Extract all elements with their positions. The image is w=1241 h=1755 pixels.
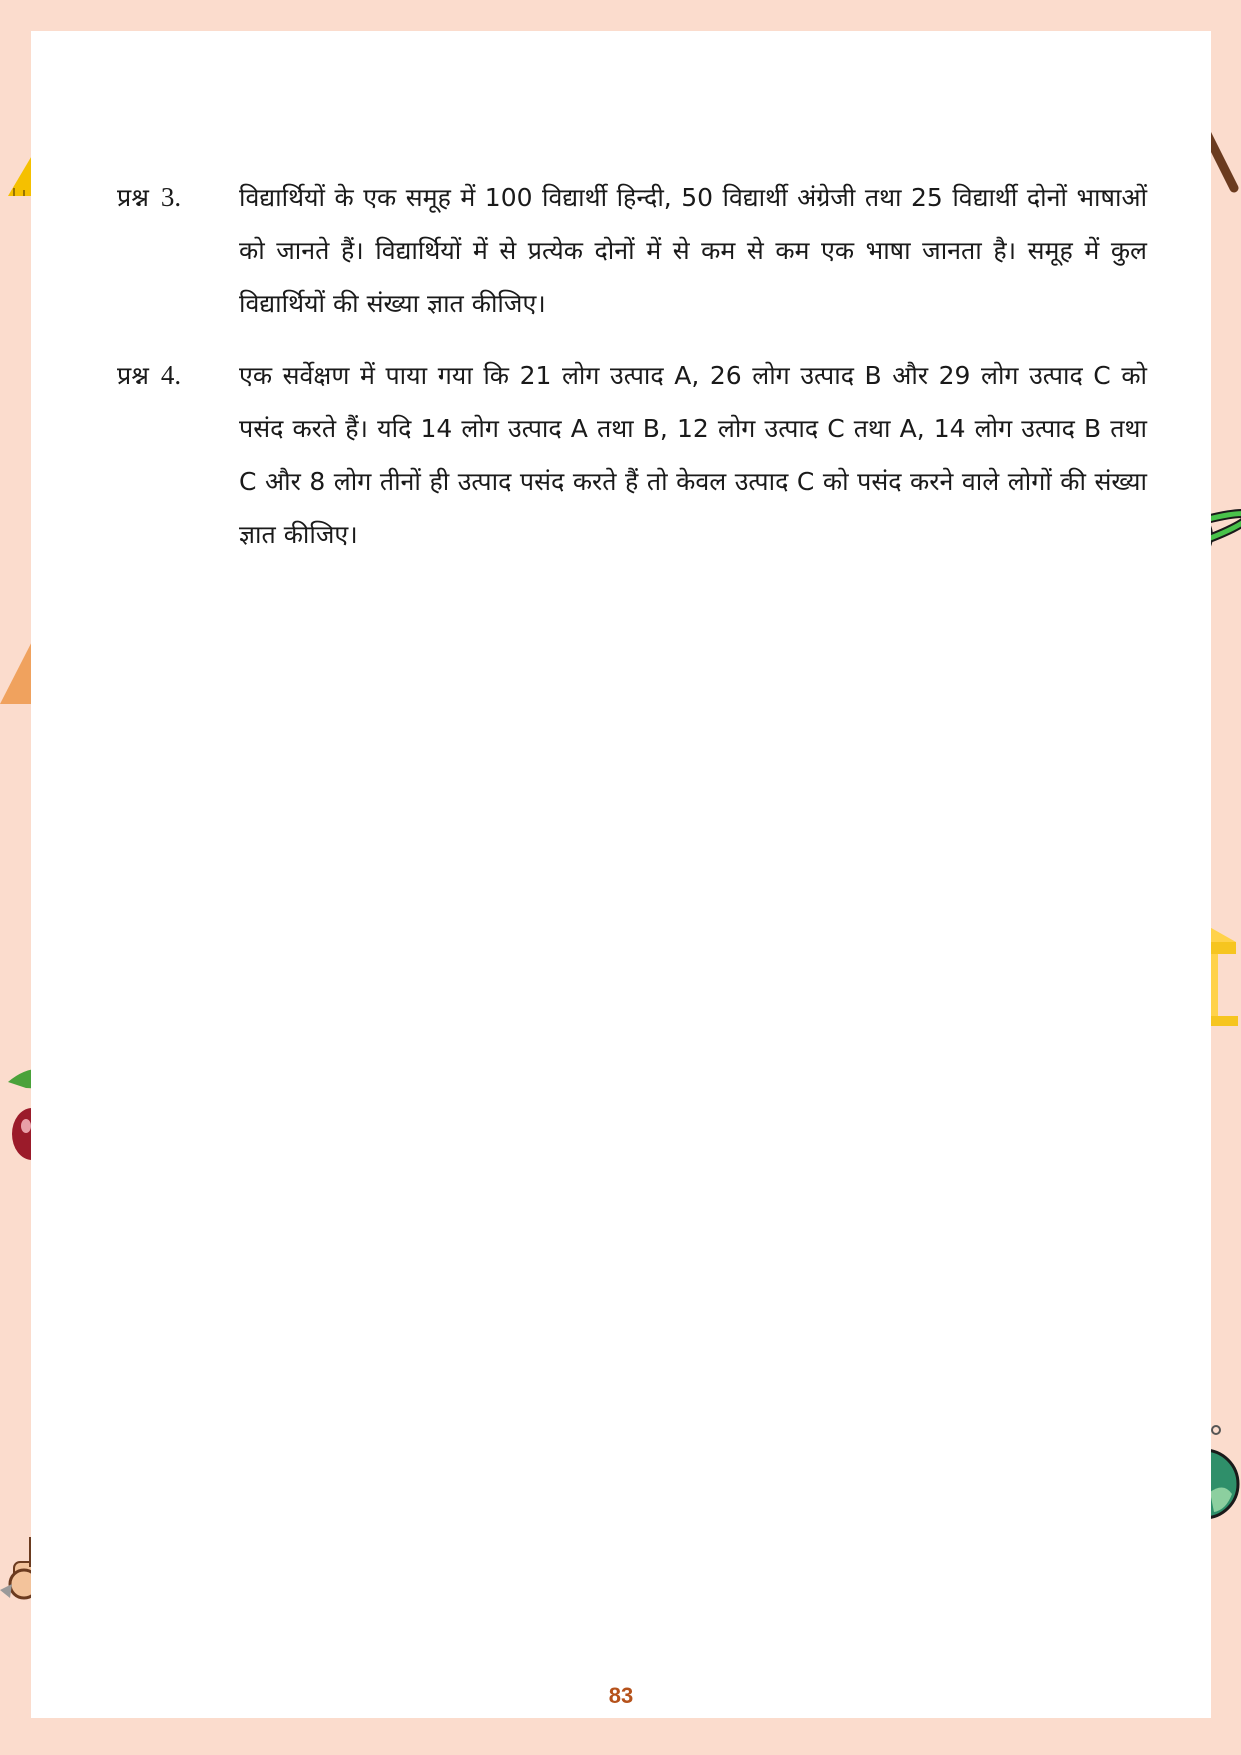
page-number: 83 [608, 1683, 634, 1708]
question-text: एक सर्वेक्षण में पाया गया कि 21 लोग उत्पाद A, 26 लोग उत्पाद B और 29 लोग उत्पाद C को पसंद करते हैं। यदि 14 लोग उत्पाद A तथा B, 12 लोग उत्पाद C तथा A, 14 लोग उत्पाद B तथा C और 8 लोग तीनों ही उत्पाद पसंद करते हैं तो केवल उत्पाद C को पसंद करने वाले लोगों की संख्या ज्ञात कीजिए। [239, 361, 1147, 549]
question-number: 4. [160, 360, 182, 390]
question-label: प्रश्न 4. [117, 360, 182, 390]
page [31, 31, 1211, 1718]
question-number: 3. [160, 182, 182, 212]
question-3 [117, 171, 1147, 330]
question-4 [117, 349, 1147, 561]
question-label: प्रश्न 3. [117, 182, 182, 212]
question-text: विद्यार्थियों के एक समूह में 100 विद्यार्थी हिन्दी, 50 विद्यार्थी अंग्रेजी तथा 25 विद्यार्थी दोनों भाषाओं को जानते हैं। विद्यार्थियों में से प्रत्येक दोनों में से कम से कम एक भाषा जानता है। समूह में कुल विद्यार्थियों की संख्या ज्ञात कीजिए। [239, 183, 1147, 318]
